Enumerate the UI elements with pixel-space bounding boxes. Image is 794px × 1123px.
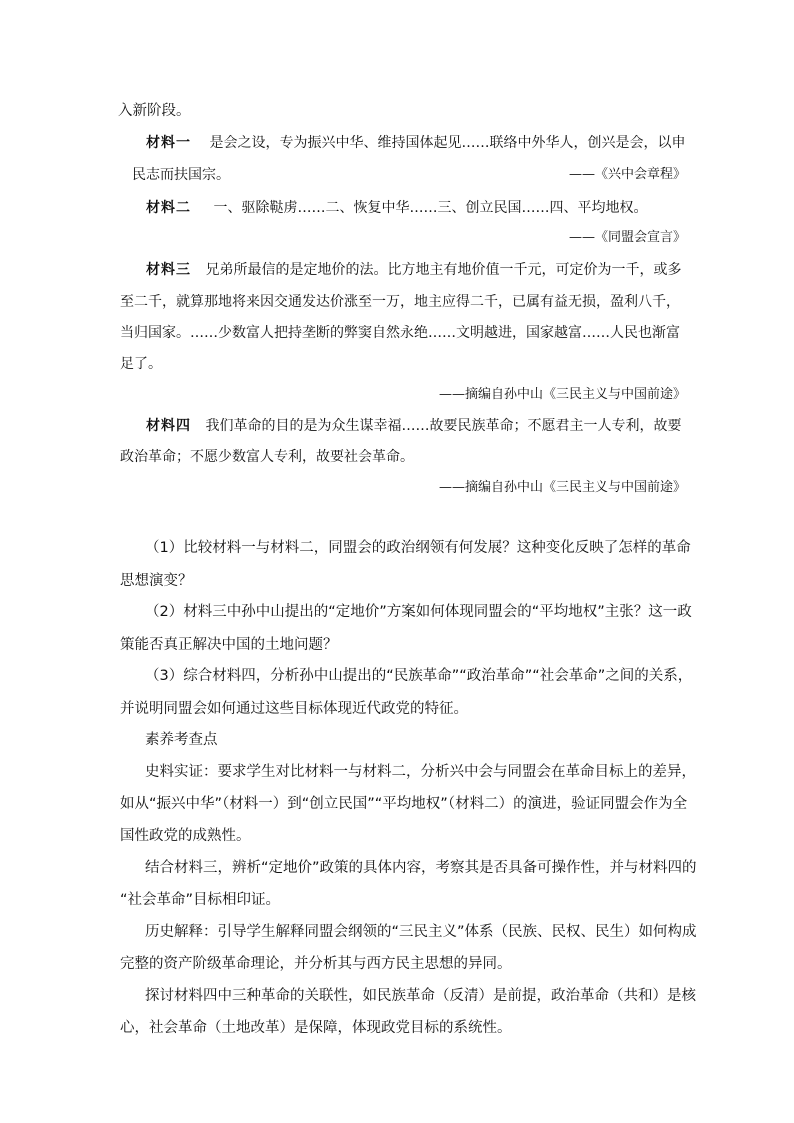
material-4-label: 材料四 <box>146 418 191 434</box>
material-2-source: ——《同盟会宣言》 <box>568 230 686 245</box>
material-3-line-4: 足了。 <box>120 356 162 372</box>
material-1-text-1: 是会之设，专为振兴中华、维持国体起见……联络中外华人，创兴是会，以申 <box>209 135 686 151</box>
material-4-line-2: 政治革命；不愿少数富人专利，故要社会革命。 <box>120 449 414 465</box>
analysis-p2-line-1: 结合材料三，辨析“定地价”政策的具体内容，考察其是否具备可操作性，并与材料四的 <box>145 860 697 876</box>
analysis-p1-line-2: 如从“振兴中华”（材料一）到“创立民国”“平均地权”（材料二）的演进，验证同盟会作为全 <box>120 796 688 812</box>
analysis-heading: 素养考查点 <box>145 732 218 748</box>
material-3-label: 材料三 <box>146 262 191 278</box>
analysis-p1-line-1: 史料实证：要求学生对比材料一与材料二，分析兴中会与同盟会在革命目标上的差异， <box>145 764 696 780</box>
question-2-line-1: （2）材料三中孙中山提出的“定地价”方案如何体现同盟会的“平均地权”主张？这一政 <box>145 604 692 620</box>
question-3-line-1: （3）综合材料四，分析孙中山提出的“民族革命”“政治革命”“社会革命”之间的关系， <box>145 668 693 684</box>
material-1-line-1 <box>146 133 685 153</box>
analysis-p1-line-3: 国性政党的成熟性。 <box>120 828 251 844</box>
material-3-line-1 <box>146 260 681 280</box>
intro-line: 入新阶段。 <box>118 103 191 119</box>
analysis-p4-line-1: 探讨材料四中三种革命的关联性，如民族革命（反清）是前提，政治革命（共和）是核 <box>145 988 696 1004</box>
material-3-text-1: 兄弟所最信的是定地价的法。比方地主有地价值一千元，可定价为一千，或多 <box>205 262 682 278</box>
material-2-line-1 <box>146 198 647 218</box>
analysis-p4-line-2: 心，社会革命（土地改革）是保障，体现政党目标的系统性。 <box>120 1020 512 1036</box>
material-3-line-3: 当归国家。……少数富人把持垄断的弊窦自然永绝……文明越进，国家越富……人民也渐富 <box>120 325 680 341</box>
question-1-line-1: （1）比较材料一与材料二，同盟会的政治纲领有何发展？这种变化反映了怎样的革命 <box>145 540 691 556</box>
material-1-source: ——《兴中会章程》 <box>568 167 686 182</box>
analysis-p3-line-2: 完整的资产阶级革命理论，并分析其与西方民主思想的异同。 <box>120 956 512 972</box>
analysis-p3-line-1: 历史解释：引导学生解释同盟会纲领的“三民主义”体系（民族、民权、民生）如何构成 <box>145 924 697 940</box>
material-3-line-2: 至二千，就算那地将来因交通发达价涨至一万，地主应得二千，已属有益无损，盈利八千， <box>120 294 680 310</box>
question-3-line-2: 并说明同盟会如何通过这些目标体现近代政党的特征。 <box>120 701 468 717</box>
material-2-label: 材料二 <box>146 200 191 216</box>
material-4-line-1 <box>146 416 681 436</box>
material-4-source: ——摘编自孙中山《三民主义与中国前途》 <box>438 480 686 495</box>
question-1-line-2: 思想演变？ <box>120 573 193 589</box>
analysis-p2-line-2: “社会革命”目标相印证。 <box>120 892 281 908</box>
material-1-label: 材料一 <box>146 135 191 151</box>
material-3-source: ——摘编自孙中山《三民主义与中国前途》 <box>438 387 686 402</box>
material-1-line-2: 民志而扶国宗。 <box>132 167 230 183</box>
material-4-text-1: 我们革命的目的是为众生谋幸福……故要民族革命；不愿君主一人专利，故要 <box>205 418 682 434</box>
material-2-text-1: 一、驱除鞑虏……二、恢复中华……三、创立民国……四、平均地权。 <box>213 200 648 216</box>
question-2-line-2: 策能否真正解决中国的土地问题？ <box>120 637 338 653</box>
